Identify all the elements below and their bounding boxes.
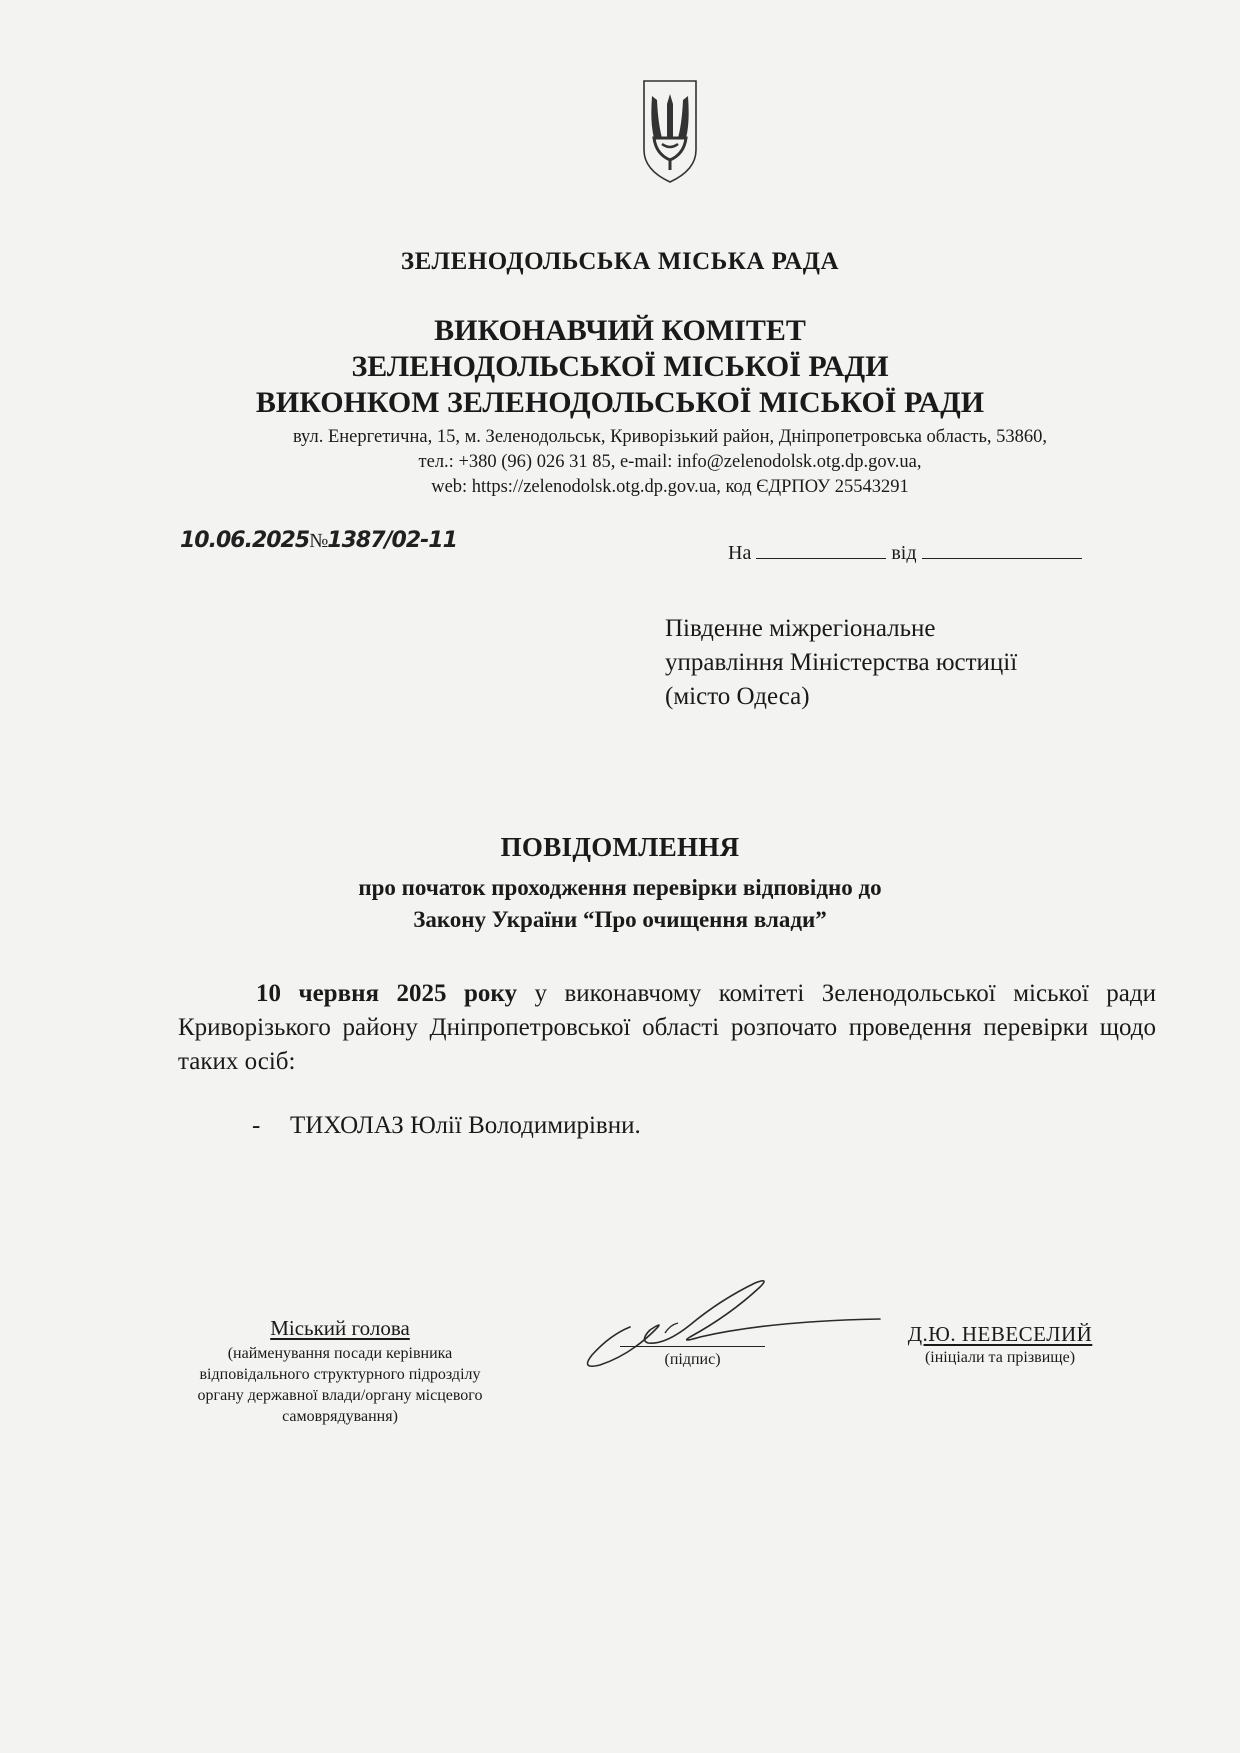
- signatory-caption: (ініціали та прізвище): [924, 1349, 1076, 1366]
- incoming-reference-line: [728, 538, 1082, 565]
- position-note-line4: самоврядування): [282, 1408, 398, 1425]
- vid-label: від: [891, 542, 917, 564]
- number-sign: №: [309, 530, 328, 552]
- addressee-line2: управління Міністерства юстиції: [665, 649, 1018, 676]
- address-line1: вул. Енергетична, 15, м. Зеленодольськ, Криворізький район, Дніпропетровська область, 53860,: [292, 427, 1048, 447]
- exec-title-line3: ВИКОНКОМ ЗЕЛЕНОДОЛЬСЬКОЇ МІСЬКОЇ РАДИ: [255, 386, 985, 419]
- council-name: ЗЕЛЕНОДОЛЬСЬКА МІСЬКА РАДА: [400, 248, 840, 275]
- address-line2: тел.: +380 (96) 026 31 85, e-mail: info@zelenodolsk.otg.dp.gov.ua,: [418, 452, 922, 472]
- registration-number: 1387/02-11: [327, 528, 457, 553]
- exec-title-line1: ВИКОНАВЧИЙ КОМІТЕТ: [434, 314, 806, 347]
- notice-body: [178, 977, 1156, 1079]
- position-title: Міський голова: [270, 1316, 410, 1340]
- signatory-name: Д.Ю. НЕВЕСЕЛИЙ: [907, 1322, 1093, 1346]
- notice-body-text: у виконавчому комітеті Зеленодольської міської ради Криворізького району Дніпропетровської області розпочато проведення перевірки щодо таких осіб:: [178, 980, 1156, 1075]
- notice-date: 10 червня 2025 року: [256, 980, 517, 1007]
- notice-subtitle-line2: Закону України “Про очищення влади”: [413, 907, 827, 932]
- notice-title: ПОВІДОМЛЕННЯ: [500, 832, 740, 862]
- notice-subtitle-line1: про початок проходження перевірки відповідно до: [358, 875, 882, 900]
- position-note: [150, 1343, 530, 1427]
- executive-committee-title: [0, 313, 1240, 421]
- contact-address: [180, 425, 1160, 500]
- position-block: [150, 1316, 530, 1427]
- addressee-line1: Південне міжрегіональне: [665, 615, 936, 642]
- addressee-line3: (місто Одеса): [665, 683, 810, 710]
- na-blank: [756, 538, 886, 559]
- signatory-block: [880, 1322, 1120, 1367]
- position-note-line1: (найменування посади керівника: [227, 1345, 453, 1362]
- na-label: На: [728, 542, 752, 564]
- address-line3: web: https://zelenodolsk.otg.dp.gov.ua, код ЄДРПОУ 25543291: [431, 477, 909, 497]
- signature-caption: (підпис): [664, 1351, 721, 1368]
- person-list-item: [252, 1112, 641, 1140]
- list-dash: -: [252, 1112, 261, 1139]
- exec-title-line2: ЗЕЛЕНОДОЛЬСЬКОЇ МІСЬКОЇ РАДИ: [351, 350, 889, 383]
- position-note-line3: органу державної влади/органу місцевого: [197, 1387, 483, 1404]
- notice-subtitle: [0, 872, 1240, 936]
- vid-blank: [922, 538, 1082, 559]
- addressee: [665, 612, 1017, 714]
- trident-icon: [640, 78, 700, 186]
- signature-line: [620, 1346, 765, 1347]
- person-name: ТИХОЛАЗ Юлії Володимирівни.: [290, 1112, 641, 1139]
- position-note-line2: відповідального структурного підрозділу: [199, 1366, 481, 1383]
- registration-date: 10.06.2025: [180, 528, 310, 553]
- outgoing-registration-number: [180, 528, 457, 553]
